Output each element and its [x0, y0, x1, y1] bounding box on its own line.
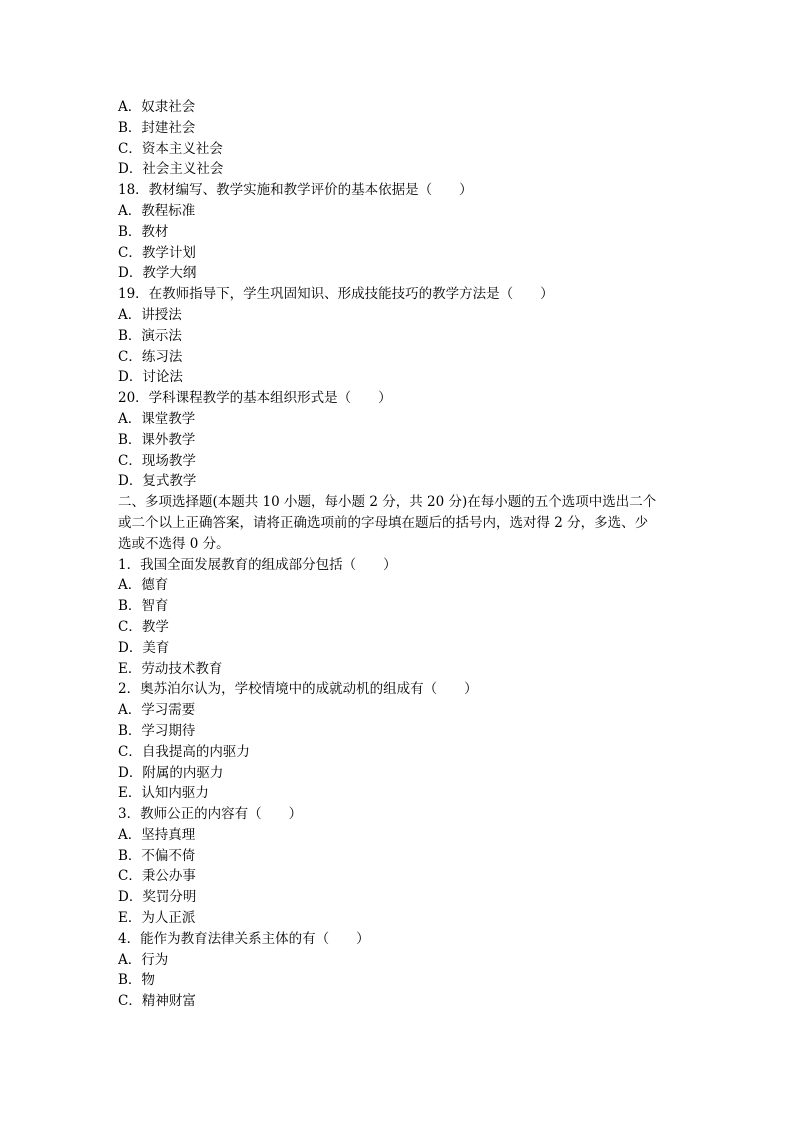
- option-b: B．不偏不倚: [118, 847, 196, 864]
- multi-question-4: [118, 929, 678, 1012]
- question-stem: 2．奥苏泊尔认为，学校情境中的成就动机的组成有（ ）: [118, 681, 478, 698]
- option-a: A．课堂教学: [118, 410, 196, 427]
- option-d: D．附属的内驱力: [118, 764, 224, 781]
- option-c: C．练习法: [118, 348, 183, 365]
- option-a: A．学习需要: [118, 702, 196, 719]
- option-c: C．自我提高的内驱力: [118, 743, 250, 760]
- option-b: B．智育: [118, 598, 169, 615]
- option-b: B．学习期待: [118, 722, 196, 739]
- question-stem: 20．学科课程教学的基本组织形式是（ ）: [118, 390, 392, 407]
- option-a: A．行为: [118, 951, 169, 968]
- option-c: C．教学: [118, 618, 169, 635]
- option-a: A．讲授法: [118, 306, 182, 323]
- option-d: D．复式教学: [118, 473, 197, 490]
- option-e: E．为人正派: [118, 910, 196, 927]
- option-b: B．物: [118, 972, 155, 989]
- option-c: C．教学计划: [118, 244, 196, 261]
- multi-question-2: [118, 679, 678, 804]
- multi-question-1: [118, 555, 678, 680]
- question-stem: 19．在教师指导下，学生巩固知识、形成技能技巧的教学方法是（ ）: [118, 286, 554, 303]
- question-17-options: [118, 97, 678, 180]
- section-2-heading: [118, 492, 678, 554]
- option-a: A．德育: [118, 577, 169, 594]
- option-c: C．现场教学: [118, 452, 196, 469]
- question-stem: 18．教材编写、教学实施和教学评价的基本依据是（ ）: [118, 182, 473, 199]
- option-d: D．教学大纲: [118, 265, 197, 282]
- question-20: [118, 388, 678, 492]
- question-18: [118, 180, 678, 284]
- option-c: C．秉公办事: [118, 868, 196, 885]
- section-instructions-line-2: 或二个以上正确答案，请将正确选项前的字母填在题后的括号内，选对得 2 分，多选、少: [118, 514, 649, 531]
- question-stem: 4．能作为教育法律关系主体的有（ ）: [118, 930, 370, 947]
- option-a: A．教程标准: [118, 202, 196, 219]
- option-d: D．美育: [118, 639, 170, 656]
- option-c: C．资本主义社会: [118, 140, 223, 157]
- option-d: D．奖罚分明: [118, 889, 197, 906]
- option-b: B．课外教学: [118, 431, 196, 448]
- option-d: D．社会主义社会: [118, 161, 224, 178]
- multi-question-3: [118, 804, 678, 929]
- option-e: E．劳动技术教育: [118, 660, 223, 677]
- question-stem: 3．教师公正的内容有（ ）: [118, 806, 303, 823]
- option-b: B．封建社会: [118, 119, 196, 136]
- option-c: C．精神财富: [118, 993, 196, 1010]
- option-d: D．讨论法: [118, 369, 183, 386]
- option-a: A．坚持真理: [118, 826, 196, 843]
- document-page: [118, 97, 678, 1012]
- question-19: [118, 284, 678, 388]
- option-b: B．教材: [118, 223, 169, 240]
- section-instructions-line-3: 选或不选得 0 分。: [118, 535, 230, 552]
- option-e: E．认知内驱力: [118, 785, 209, 802]
- option-b: B．演示法: [118, 327, 182, 344]
- section-instructions-line-1: 二、多项选择题(本题共 10 小题，每小题 2 分，共 20 分)在每小题的五个选项中选出二个: [118, 494, 657, 511]
- question-stem: 1．我国全面发展教育的组成部分包括（ ）: [118, 556, 397, 573]
- option-a: A．奴隶社会: [118, 99, 196, 115]
